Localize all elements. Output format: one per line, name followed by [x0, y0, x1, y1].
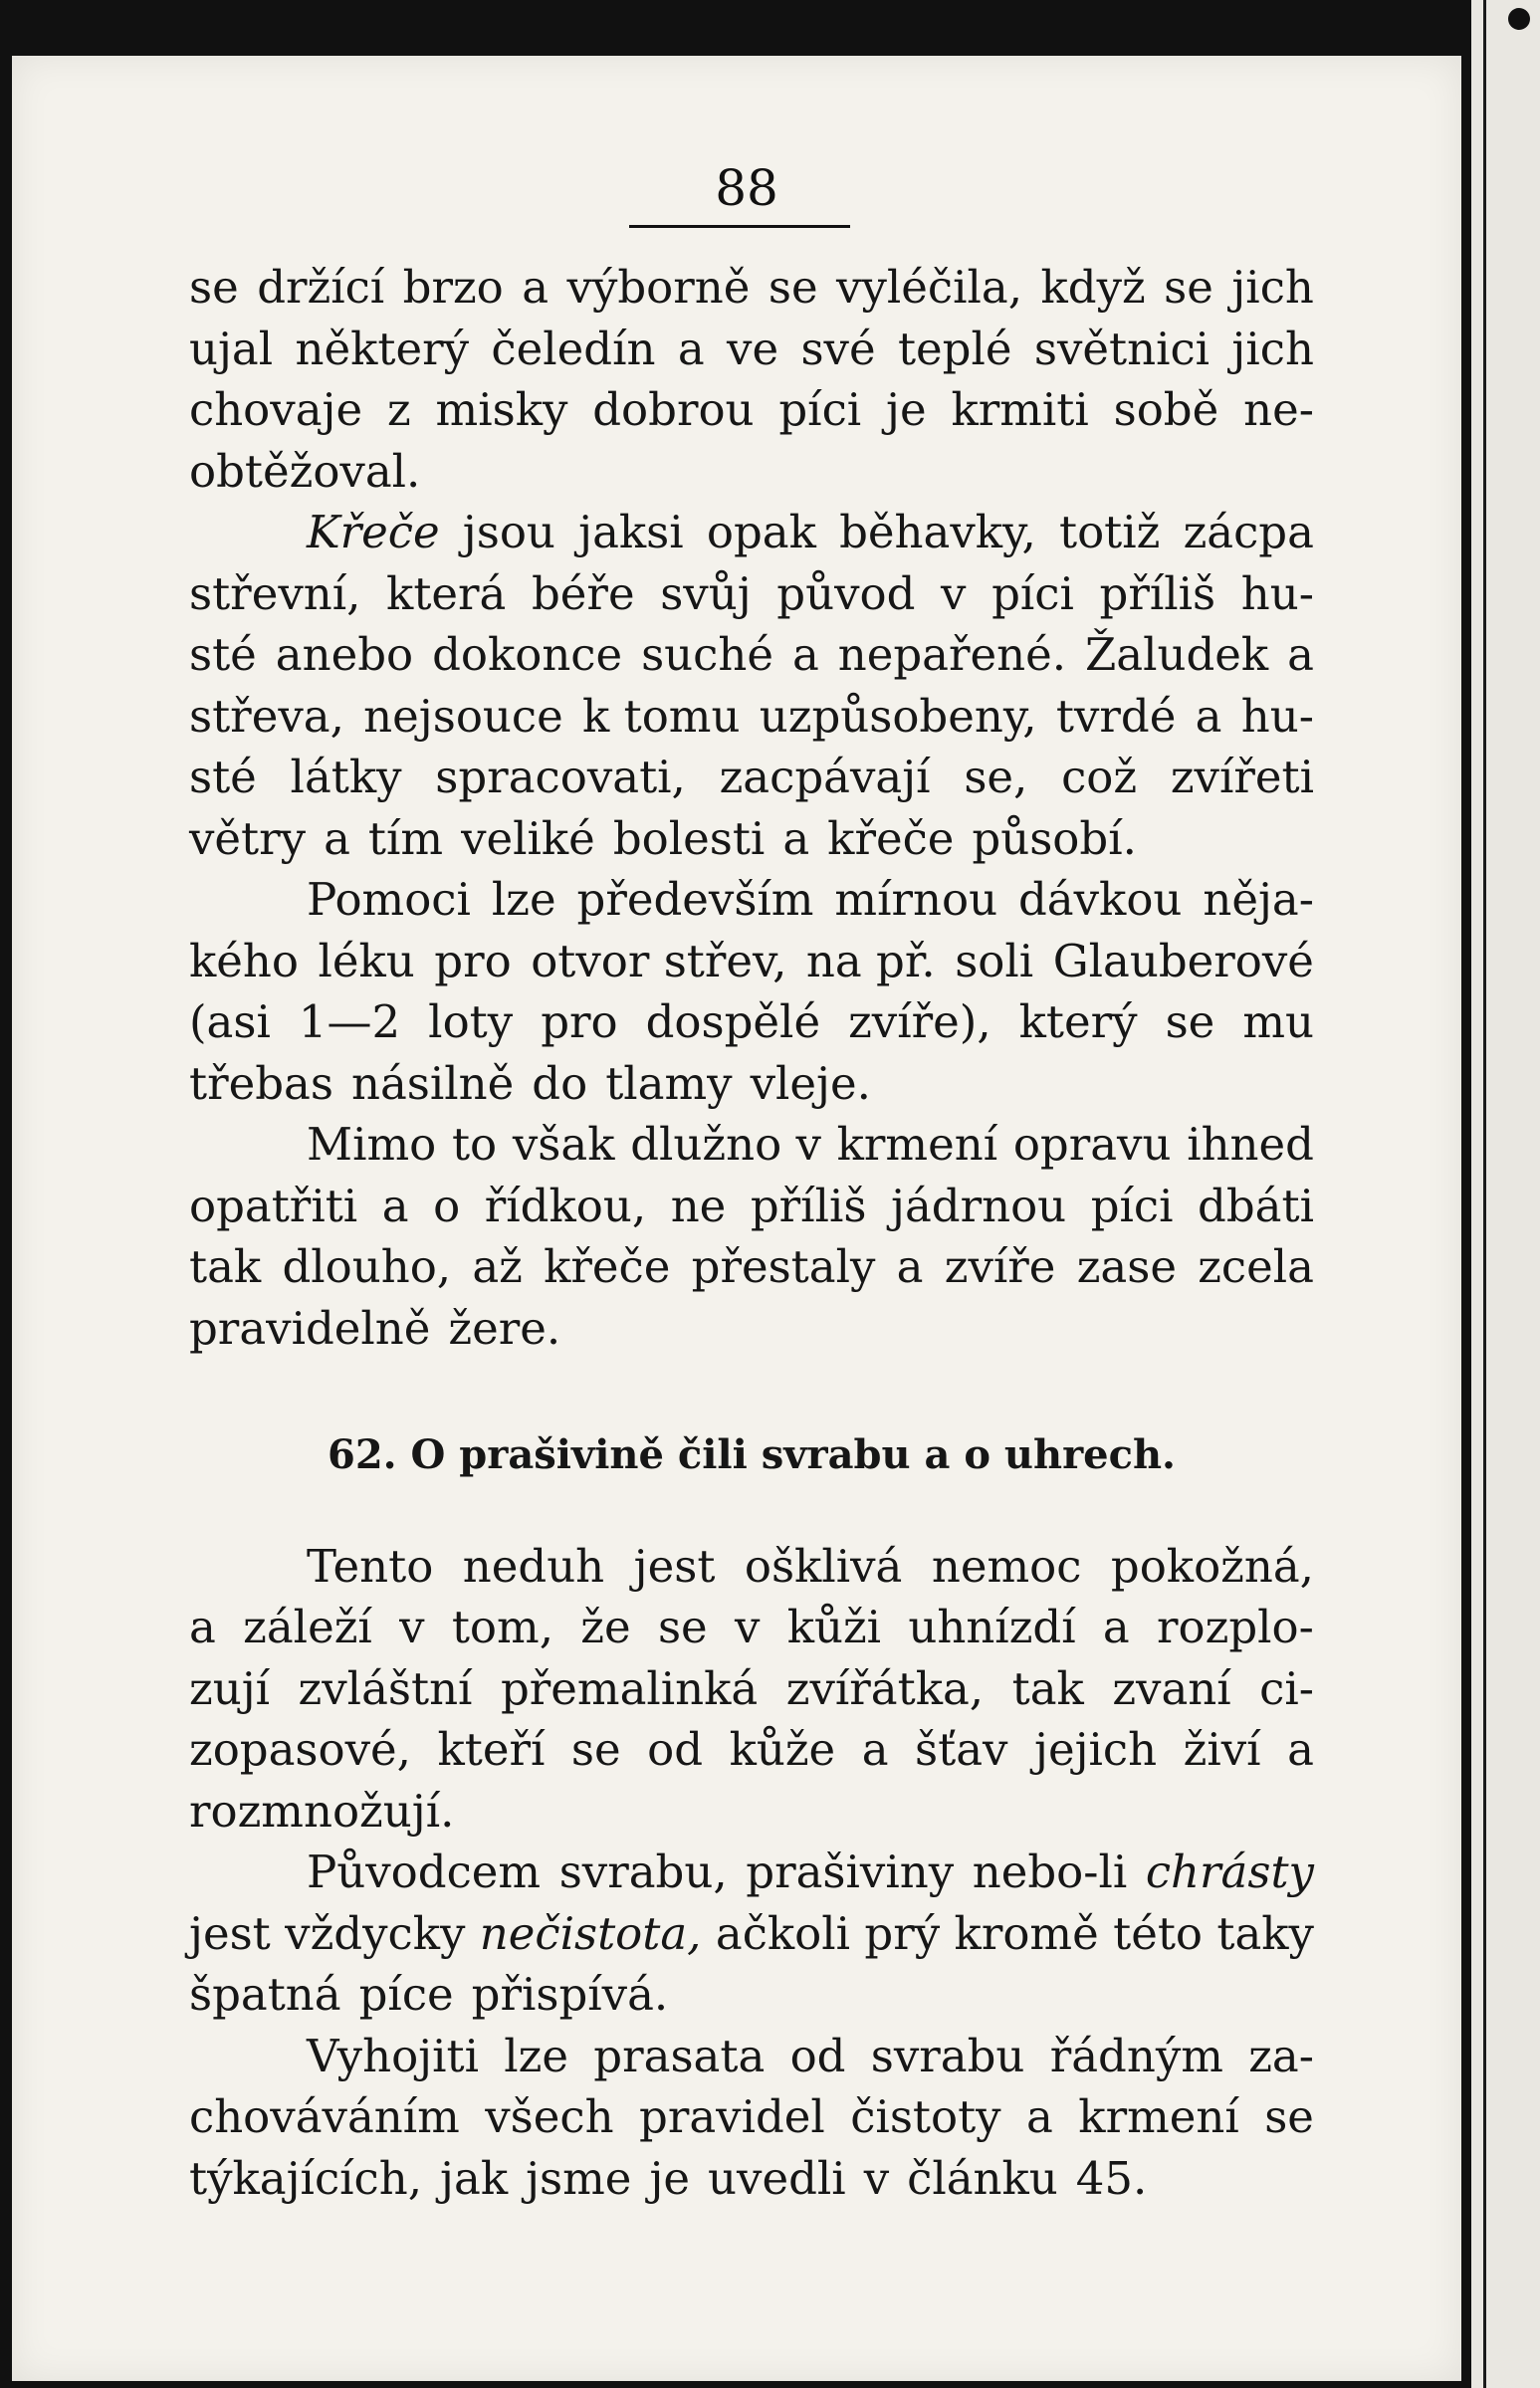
- word: žere.: [448, 1301, 561, 1355]
- text-line: [189, 1719, 1314, 1781]
- word: Pomoci: [307, 873, 471, 926]
- word: nepařené.: [837, 628, 1067, 681]
- word: zvířátka,: [785, 1661, 985, 1715]
- paragraph-4: [189, 1114, 1314, 1359]
- word: nemoc: [931, 1539, 1082, 1593]
- word: Mimo: [307, 1118, 437, 1171]
- section-paragraph-3: [189, 2026, 1314, 2210]
- word: působí.: [972, 811, 1137, 865]
- page-number: 88: [715, 159, 778, 217]
- word: když: [1040, 261, 1146, 314]
- word: jich: [1231, 322, 1314, 375]
- word: a: [381, 1179, 409, 1232]
- word: z: [386, 383, 411, 436]
- text-line: [189, 1597, 1314, 1658]
- word: béře: [532, 566, 635, 620]
- word: pravidel: [639, 2090, 825, 2143]
- word: jsme: [526, 2151, 632, 2205]
- word: živí: [1183, 1723, 1261, 1776]
- word: své: [800, 322, 876, 375]
- word: 1—2: [298, 995, 401, 1048]
- text-line: [189, 1236, 1314, 1298]
- word: nebo-li: [972, 1845, 1128, 1898]
- word: pro: [541, 995, 618, 1048]
- page-edge-line: [1483, 0, 1486, 2388]
- word: ve: [727, 322, 779, 375]
- word: tím: [367, 811, 444, 865]
- word: střevní,: [189, 566, 361, 620]
- section-paragraph-2: [189, 1842, 1314, 2026]
- text-line: [189, 991, 1314, 1053]
- word: to: [451, 1118, 498, 1171]
- word: chovaje: [189, 383, 363, 436]
- word: ihned: [1187, 1118, 1314, 1171]
- word: je: [649, 2151, 691, 2205]
- word: tak: [1011, 1661, 1084, 1715]
- page-edge-mark: [1508, 8, 1530, 30]
- word: a: [782, 811, 810, 865]
- paragraph-2: [189, 502, 1314, 869]
- word: jest: [633, 1539, 716, 1593]
- word: uvedli: [708, 2151, 846, 2205]
- word: se: [657, 1601, 708, 1653]
- word: zvířeti: [1170, 751, 1314, 803]
- word: uzpůsobeny,: [759, 689, 1037, 743]
- word: tvrdé: [1055, 689, 1177, 743]
- word: se: [1165, 995, 1215, 1048]
- word-italic: Křeče: [307, 506, 440, 558]
- word: ci-: [1259, 1661, 1314, 1715]
- text-line: [189, 563, 1314, 625]
- word: kůže: [729, 1723, 836, 1776]
- word: v: [941, 566, 967, 620]
- word: prasata: [593, 2029, 766, 2082]
- word: suché: [641, 628, 773, 681]
- word: Původcem: [307, 1845, 542, 1898]
- word: nejsouce: [363, 689, 563, 743]
- text-line: [189, 1053, 1314, 1115]
- text-line: [189, 1781, 1314, 1843]
- word: a: [791, 628, 819, 681]
- text-line: [189, 1964, 1314, 2026]
- text-line: [189, 1298, 1314, 1360]
- word: této: [1113, 1906, 1203, 1960]
- word: běhavky,: [839, 506, 1036, 558]
- word: mu: [1242, 995, 1314, 1048]
- word: Žaludek: [1085, 628, 1269, 681]
- text-line: [189, 2026, 1314, 2087]
- word: kteří: [437, 1723, 546, 1776]
- word: a: [324, 811, 350, 865]
- word: a: [1287, 628, 1314, 681]
- word: kého: [189, 934, 299, 987]
- word: zvláštní: [298, 1661, 473, 1715]
- word: pokožná,: [1110, 1539, 1314, 1593]
- word-italic: chrásty: [1145, 1845, 1314, 1898]
- word: tom,: [451, 1601, 553, 1653]
- text-line: [189, 379, 1314, 441]
- word: zopasové,: [189, 1723, 411, 1776]
- word: krmení: [1078, 2090, 1239, 2143]
- word: 45.: [1075, 2151, 1148, 2205]
- word: všech: [485, 2090, 614, 2143]
- word: látky: [290, 751, 402, 803]
- word: dbáti: [1198, 1179, 1314, 1232]
- word: ne-: [1243, 383, 1314, 436]
- word: a: [861, 1723, 889, 1776]
- word: a: [1287, 1723, 1314, 1776]
- word: mírnou: [834, 873, 998, 926]
- word: zacpávají: [719, 751, 931, 803]
- word: veliké: [461, 811, 595, 865]
- word: zcela: [1198, 1240, 1314, 1293]
- word: větry: [189, 811, 307, 865]
- section-spacer: [189, 1359, 1314, 1424]
- word: krmení: [836, 1118, 998, 1171]
- word: za-: [1248, 2029, 1314, 2082]
- word: křeče: [544, 1240, 671, 1293]
- word: Tento: [307, 1539, 434, 1593]
- word: střeva,: [189, 689, 344, 743]
- text-line: [189, 441, 1314, 503]
- word: držící: [257, 261, 385, 314]
- word: spracovati,: [435, 751, 686, 803]
- word: což: [1061, 751, 1138, 803]
- word: především: [576, 873, 814, 926]
- word: obtěžoval.: [189, 444, 421, 498]
- paragraph-1: [189, 257, 1314, 502]
- text-line: [189, 869, 1314, 931]
- word: se: [570, 1723, 621, 1776]
- paragraph-3: [189, 869, 1314, 1114]
- word: píce: [358, 1968, 454, 2021]
- word: opravu: [1012, 1118, 1172, 1171]
- word: v: [863, 2151, 890, 2205]
- word: píci: [778, 383, 862, 436]
- word: jaksi: [578, 506, 684, 558]
- word: zvíře: [944, 1240, 1056, 1293]
- word: až: [472, 1240, 523, 1293]
- word: svůj: [660, 566, 752, 620]
- word: prý: [864, 1906, 941, 1960]
- word: násilně: [350, 1056, 515, 1110]
- word: sobě: [1113, 383, 1219, 436]
- word: zácpa: [1183, 506, 1314, 558]
- word-italic: nečistota,: [479, 1906, 702, 1960]
- word: že: [580, 1601, 631, 1653]
- text-line: [189, 1176, 1314, 1237]
- word: o: [433, 1179, 461, 1232]
- section-heading: 62. O prašivině čili svrabu a o uhrech.: [328, 1431, 1176, 1478]
- word: a: [1195, 689, 1222, 743]
- word: přestaly: [691, 1240, 876, 1293]
- word: k tomu: [582, 689, 741, 743]
- word: pro: [434, 934, 512, 987]
- text-line: [189, 624, 1314, 686]
- word: třebas: [189, 1056, 333, 1110]
- word: brzo: [402, 261, 504, 314]
- word: od: [789, 2029, 846, 2082]
- word: a: [522, 261, 550, 314]
- word: Glauberové: [1052, 934, 1314, 987]
- word: Vyhojiti: [307, 2029, 479, 2082]
- word: ne: [670, 1179, 727, 1232]
- word: příliš: [1099, 566, 1216, 620]
- word: prašiviny: [746, 1845, 955, 1898]
- word: však: [512, 1118, 615, 1171]
- word: bolesti: [612, 811, 766, 865]
- text-line: [189, 808, 1314, 870]
- word: svrabu: [870, 2029, 1025, 2082]
- text-line: [189, 931, 1314, 992]
- word: píci: [1090, 1179, 1174, 1232]
- word: krmiti: [951, 383, 1089, 436]
- word: a: [677, 322, 705, 375]
- word: pravidelně: [189, 1301, 431, 1355]
- header-rule: [629, 225, 850, 228]
- word: zují: [189, 1661, 271, 1715]
- word: opak: [706, 506, 816, 558]
- word: a: [189, 1601, 216, 1653]
- word: křeče: [827, 811, 955, 865]
- section-spacer: [189, 1486, 1314, 1536]
- word: lze: [491, 873, 556, 926]
- page-edge-strip: [1471, 0, 1540, 2388]
- word: chováváním: [189, 2090, 460, 2143]
- word: řídkou,: [484, 1179, 647, 1232]
- word: dobrou: [592, 383, 755, 436]
- word: tak: [189, 1240, 262, 1293]
- word: rozplo-: [1157, 1601, 1314, 1653]
- word: od: [647, 1723, 704, 1776]
- word: rozmnožují.: [189, 1784, 455, 1838]
- word: vždycky: [285, 1906, 466, 1960]
- text-line: [189, 2086, 1314, 2148]
- text-line: [189, 2148, 1314, 2210]
- word: dávkou: [1018, 873, 1183, 926]
- word: se: [1264, 2090, 1314, 2143]
- text-line: [189, 1658, 1314, 1720]
- word: tlamy: [605, 1056, 733, 1110]
- word: která: [386, 566, 507, 620]
- word: příliš: [750, 1179, 867, 1232]
- text-line: [189, 257, 1314, 319]
- word: dospělé: [645, 995, 821, 1048]
- word: zvíře),: [848, 995, 991, 1048]
- word: píci: [991, 566, 1074, 620]
- word: neduh: [462, 1539, 605, 1593]
- word: záleží: [243, 1601, 372, 1653]
- word: misky: [435, 383, 568, 436]
- word: článku: [907, 2151, 1058, 2205]
- word: jich: [1231, 261, 1314, 314]
- word: opatřiti: [189, 1179, 358, 1232]
- word: v: [734, 1601, 761, 1653]
- word: anebo: [275, 628, 414, 681]
- word: jsou: [462, 506, 555, 558]
- word: jak: [440, 2151, 509, 2205]
- word: a: [896, 1240, 924, 1293]
- word: léku: [318, 934, 415, 987]
- word: zase: [1076, 1240, 1177, 1293]
- word: a: [1102, 1601, 1130, 1653]
- word: něja-: [1203, 873, 1314, 926]
- word: přemalinká: [500, 1661, 759, 1715]
- word: výborně: [566, 261, 751, 314]
- word: dlužno v: [630, 1118, 821, 1171]
- word: ujal: [189, 322, 274, 375]
- word: v: [399, 1601, 425, 1653]
- word: se: [1164, 261, 1213, 314]
- word: dlouho,: [282, 1240, 452, 1293]
- word: jejich: [1034, 1723, 1158, 1776]
- word: se: [768, 261, 818, 314]
- word: na př.: [805, 934, 936, 987]
- word: zvaní: [1112, 1661, 1231, 1715]
- word: taky: [1216, 1906, 1314, 1960]
- word: (asi: [189, 995, 271, 1048]
- word: čistoty: [850, 2090, 1001, 2143]
- word: původ: [776, 566, 916, 620]
- word: světnici: [1033, 322, 1210, 375]
- word: a: [1026, 2090, 1053, 2143]
- word: některý: [295, 322, 470, 375]
- page-body: [189, 257, 1314, 2209]
- section-paragraph-1: [189, 1536, 1314, 1843]
- word: přispívá.: [471, 1968, 669, 2021]
- word: dokonce: [432, 628, 623, 681]
- word: jádrnou: [891, 1179, 1067, 1232]
- word: se: [189, 261, 239, 314]
- text-line: [189, 1903, 1314, 1965]
- word: sté: [189, 751, 257, 803]
- word: je: [886, 383, 927, 436]
- text-line: [189, 502, 1314, 563]
- word: svrabu,: [558, 1845, 728, 1898]
- word: se,: [964, 751, 1028, 803]
- text-line: [189, 1842, 1314, 1903]
- word: který: [1018, 995, 1138, 1048]
- word: kůži: [786, 1601, 882, 1653]
- word: hu-: [1240, 689, 1314, 743]
- word: ačkoli: [715, 1906, 851, 1960]
- word: týkajících,: [189, 2151, 423, 2205]
- word: kromě: [954, 1906, 1099, 1960]
- word: jest: [189, 1906, 271, 1960]
- word: soli: [955, 934, 1034, 987]
- word: řádným: [1049, 2029, 1223, 2082]
- word: vleje.: [750, 1056, 871, 1110]
- word: šťav: [915, 1723, 1008, 1776]
- text-line: [189, 319, 1314, 380]
- word: hu-: [1240, 566, 1314, 620]
- word: sté: [189, 628, 257, 681]
- text-line: [189, 1536, 1314, 1598]
- word: otvor střev,: [531, 934, 787, 987]
- text-line: [189, 686, 1314, 748]
- word: totiž: [1058, 506, 1161, 558]
- word: vyléčila,: [836, 261, 1023, 314]
- word: čeledín: [491, 322, 656, 375]
- word: do: [532, 1056, 588, 1110]
- word: uhnízdí: [908, 1601, 1076, 1653]
- word: lze: [504, 2029, 569, 2082]
- word: teplé: [897, 322, 1012, 375]
- word: ošklivá: [744, 1539, 903, 1593]
- word: špatná: [189, 1968, 341, 2021]
- word: loty: [428, 995, 514, 1048]
- text-line: [189, 1114, 1314, 1176]
- text-line: [189, 747, 1314, 808]
